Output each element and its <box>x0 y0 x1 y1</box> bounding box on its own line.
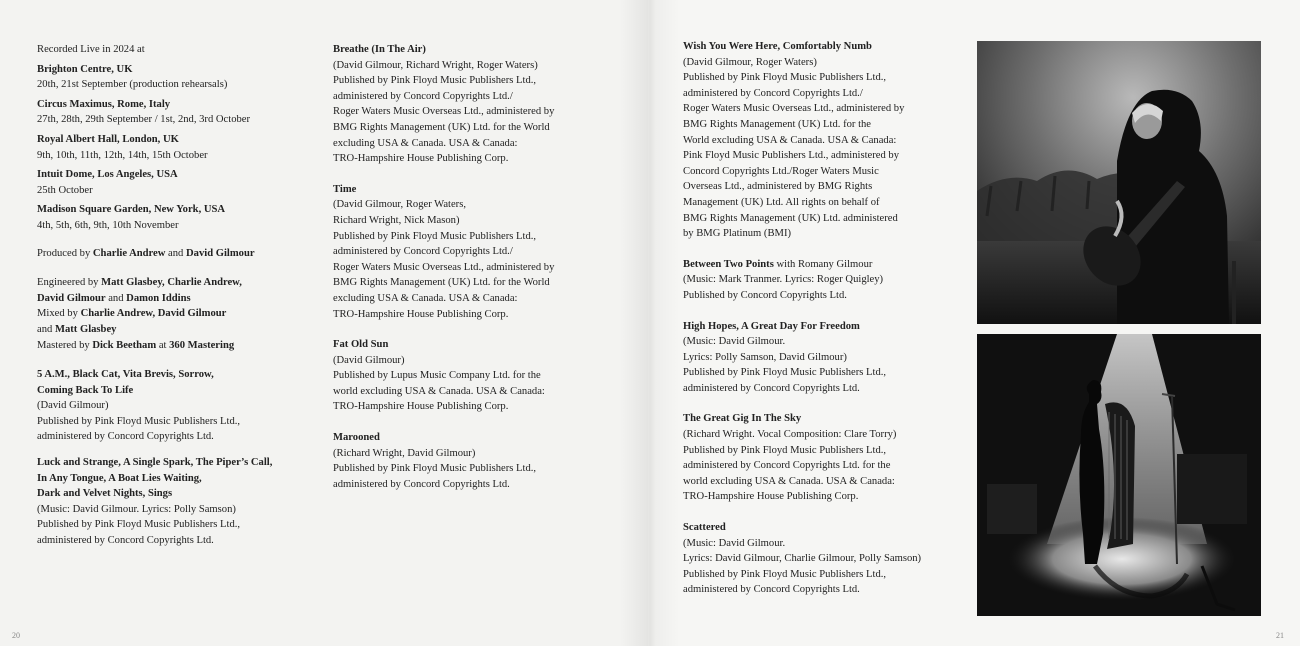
mixer-names: Charlie Andrew, David Gilmour <box>80 308 227 320</box>
credit-line: (David Gilmour, Richard Wright, Roger Waters) <box>333 59 538 71</box>
featured-artist: with Romany Gilmour <box>773 258 873 270</box>
song-credit <box>333 182 603 322</box>
credit-line: BMG Rights Management (UK) Ltd. for the World <box>333 121 550 133</box>
publishing-credits-column-1 <box>333 42 603 502</box>
mixer-name: Matt Glasbey <box>54 323 117 335</box>
venue-entry <box>37 132 317 163</box>
song-credit <box>683 39 968 242</box>
engineer-names: Matt Glasbey, Charlie Andrew, <box>101 277 242 289</box>
mastering-studio: 360 Mastering <box>169 339 235 351</box>
song-credit <box>683 520 968 598</box>
song-credit <box>683 257 968 304</box>
song-title: High Hopes, A Great Day For Freedom <box>683 320 860 332</box>
mixed-joiner: and <box>37 323 55 335</box>
credit-line: Overseas Ltd., administered by BMG Rights <box>683 181 873 193</box>
credit-line: TRO-Hampshire House Publishing Corp. <box>333 308 509 320</box>
song-title: In Any Tongue, A Boat Lies Waiting, <box>37 472 202 484</box>
song-title: 5 A.M., Black Cat, Vita Brevis, Sorrow, <box>37 369 214 381</box>
credit-line: Lyrics: Polly Samson, David Gilmour) <box>683 351 847 363</box>
credit-line: (David Gilmour) <box>333 354 405 366</box>
publishing-credits-column-2 <box>683 39 968 608</box>
song-title: Luck and Strange, A Single Spark, The Piper’s Call, <box>37 457 273 469</box>
credit-line: administered by Concord Copyrights Ltd. for the <box>683 460 891 472</box>
credit-line: (Music: David Gilmour. <box>683 537 786 549</box>
venue-name: Circus Maximus, Rome, Italy <box>37 98 171 110</box>
venue-dates: 27th, 28th, 29th September / 1st, 2nd, 3rd October <box>37 114 251 126</box>
credit-line: (Music: David Gilmour. Lyrics: Polly Samson) <box>37 503 236 515</box>
credit-line: Roger Waters Music Overseas Ltd., administered by <box>333 261 555 273</box>
book-gutter <box>620 0 680 646</box>
page-number-right: 21 <box>1276 631 1284 640</box>
credit-line: (Richard Wright, David Gilmour) <box>333 447 476 459</box>
credit-line: Concord Copyrights Ltd./Roger Waters Music <box>683 165 879 177</box>
credit-line: (Richard Wright. Vocal Composition: Clare Torry) <box>683 429 897 441</box>
mixed-prefix: Mixed by <box>37 308 81 320</box>
page-number-left: 20 <box>12 631 20 640</box>
credit-line: world excluding USA & Canada. USA & Canada: <box>683 475 895 487</box>
song-credit <box>333 42 603 167</box>
credit-line: Lyrics: David Gilmour, Charlie Gilmour, Polly Samson) <box>683 553 922 565</box>
credit-line: excluding USA & Canada. USA & Canada: <box>333 137 518 149</box>
mastered-joiner: at <box>156 339 170 351</box>
credit-line: Published by Pink Floyd Music Publishers Ltd., <box>333 75 537 87</box>
venue-entry <box>37 62 317 93</box>
engineer-name: Damon Iddins <box>126 292 191 304</box>
song-credit <box>683 411 968 505</box>
song-title: Scattered <box>683 522 726 534</box>
song-title: Breathe (In The Air) <box>333 44 426 55</box>
song-title: Fat Old Sun <box>333 339 389 351</box>
producer-name: Charlie Andrew <box>92 247 166 259</box>
credit-line: administered by Concord Copyrights Ltd./ <box>683 87 863 99</box>
song-credit <box>37 455 317 549</box>
recording-credits-column <box>37 42 317 559</box>
credit-line: Management (UK) Ltd. All rights on behalf of <box>683 196 880 208</box>
venue-entry <box>37 97 317 128</box>
song-credit <box>333 337 603 415</box>
credit-line: (Music: David Gilmour. <box>683 336 786 348</box>
credit-line: BMG Rights Management (UK) Ltd. for the World <box>333 277 550 289</box>
venue-name: Madison Square Garden, New York, USA <box>37 204 226 216</box>
venue-entry <box>37 202 317 233</box>
credit-line: world excluding USA & Canada. USA & Canada: <box>333 385 545 397</box>
engineered-prefix: Engineered by <box>37 277 102 289</box>
credit-line: Published by Pink Floyd Music Publishers Ltd., <box>333 463 537 475</box>
credit-line: excluding USA & Canada. USA & Canada: <box>333 292 518 304</box>
credit-line: (Music: Mark Tranmer. Lyrics: Roger Quigley) <box>683 274 884 286</box>
credit-line: Roger Waters Music Overseas Ltd., administered by <box>333 106 555 118</box>
credit-line: BMG Rights Management (UK) Ltd. administered <box>683 212 898 224</box>
credit-line: administered by Concord Copyrights Ltd. <box>37 431 214 443</box>
engineer-name: David Gilmour <box>37 292 106 304</box>
mastered-prefix: Mastered by <box>37 339 93 351</box>
mastering-engineer: Dick Beetham <box>92 339 157 351</box>
credit-line: Pink Floyd Music Publishers Ltd., administered by <box>683 150 899 162</box>
venue-dates: 4th, 5th, 6th, 9th, 10th November <box>37 219 179 231</box>
credit-line: Published by Pink Floyd Music Publishers Ltd., <box>37 519 241 531</box>
credit-line: administered by Concord Copyrights Ltd./ <box>333 90 513 102</box>
engineering-credits <box>37 275 317 353</box>
venue-name: Intuit Dome, Los Angeles, USA <box>37 169 178 181</box>
song-title: Wish You Were Here, Comfortably Numb <box>683 41 872 52</box>
credit-line: Roger Waters Music Overseas Ltd., administered by <box>683 103 905 115</box>
credit-line: administered by Concord Copyrights Ltd./ <box>333 246 513 258</box>
song-title: Coming Back To Life <box>37 384 134 396</box>
credit-line: (David Gilmour, Roger Waters) <box>683 56 817 68</box>
credit-line: Published by Pink Floyd Music Publishers Ltd., <box>683 444 887 456</box>
credit-line: Published by Lupus Music Company Ltd. for the <box>333 370 541 382</box>
song-title: Dark and Velvet Nights, Sings <box>37 488 173 500</box>
credit-line: TRO-Hampshire House Publishing Corp. <box>683 491 859 503</box>
credit-line: BMG Rights Management (UK) Ltd. for the <box>683 118 872 130</box>
credit-line: by BMG Platinum (BMI) <box>683 228 792 240</box>
venue-dates: 25th October <box>37 184 93 196</box>
venue-name: Brighton Centre, UK <box>37 63 133 75</box>
credit-line: TRO-Hampshire House Publishing Corp. <box>333 153 509 165</box>
venue-dates: 9th, 10th, 11th, 12th, 14th, 15th October <box>37 149 208 161</box>
credit-line: Richard Wright, Nick Mason) <box>333 214 460 226</box>
song-credit <box>37 367 317 445</box>
credit-line: Published by Pink Floyd Music Publishers Ltd., <box>683 367 887 379</box>
recorded-intro: Recorded Live in 2024 at <box>37 44 145 55</box>
produced-joiner: and <box>165 247 186 259</box>
song-title: The Great Gig In The Sky <box>683 413 802 425</box>
credit-line: (David Gilmour) <box>37 400 109 412</box>
producer-name: David Gilmour <box>186 247 255 259</box>
venue-dates: 20th, 21st September <box>37 79 127 91</box>
venue-entry <box>37 167 317 198</box>
song-title: Between Two Points <box>683 258 774 270</box>
song-credit <box>333 430 603 492</box>
song-credit <box>683 319 968 397</box>
produced-credit <box>37 246 317 262</box>
credit-line: administered by Concord Copyrights Ltd. <box>37 535 214 547</box>
credit-line: administered by Concord Copyrights Ltd. <box>333 478 510 490</box>
credit-line: administered by Concord Copyrights Ltd. <box>683 382 860 394</box>
credit-line: Published by Pink Floyd Music Publishers Ltd., <box>683 568 887 580</box>
credit-line: TRO-Hampshire House Publishing Corp. <box>333 401 509 413</box>
venue-note: (production rehearsals) <box>126 79 228 91</box>
credit-line: Published by Concord Copyrights Ltd. <box>683 289 847 301</box>
credit-line: Published by Pink Floyd Music Publishers Ltd., <box>37 415 241 427</box>
guitarist-on-stage-photo <box>977 41 1261 324</box>
venue-name: Royal Albert Hall, London, UK <box>37 133 179 145</box>
credit-line: Published by Pink Floyd Music Publishers Ltd., <box>683 72 887 84</box>
credit-line: Published by Pink Floyd Music Publishers Ltd., <box>333 230 537 242</box>
song-title: Time <box>333 183 357 195</box>
produced-prefix: Produced by <box>37 247 93 259</box>
credit-line: (David Gilmour, Roger Waters, <box>333 199 466 211</box>
credit-line: World excluding USA & Canada. USA & Canada: <box>683 134 897 146</box>
harpist-silhouette-photo <box>977 334 1261 616</box>
song-title: Marooned <box>333 432 380 444</box>
engineered-joiner: and <box>105 292 127 304</box>
credit-line: administered by Concord Copyrights Ltd. <box>683 584 860 596</box>
